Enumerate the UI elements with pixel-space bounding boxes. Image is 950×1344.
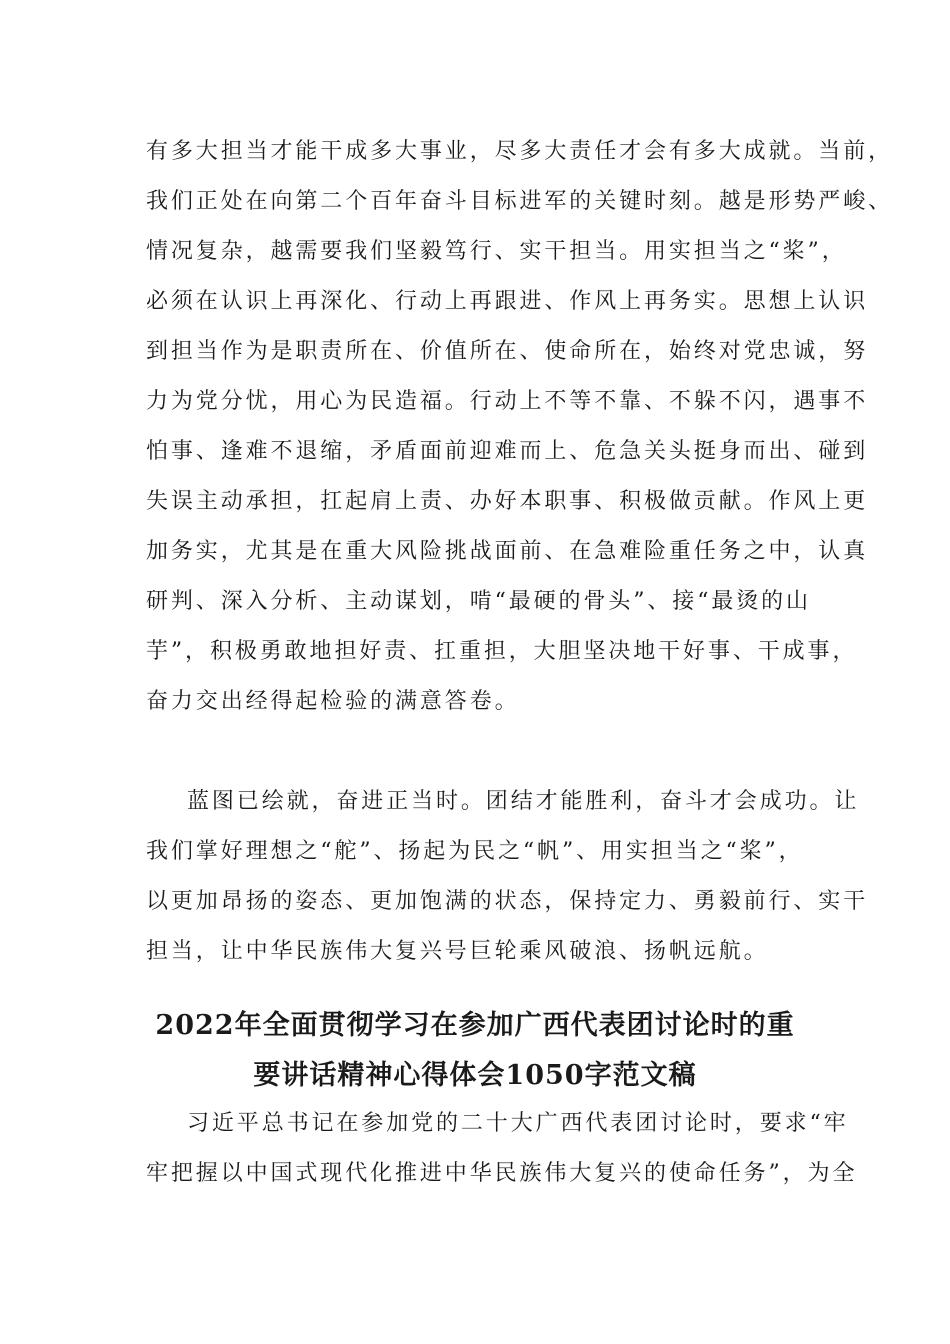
paragraph2-line: 我们掌好理想之“舵”、扬起为民之“帆”、用实担当之“桨”， — [146, 839, 804, 864]
paragraph2-line: 以更加昂扬的姿态、更加饱满的状态，保持定力、勇毅前行、实干 — [146, 889, 869, 914]
paragraph1-line: 失误主动承担，扛起肩上责、办好本职事、积极做贡献。作风上更 — [146, 489, 869, 514]
paragraph1-line: 我们正处在向第二个百年奋斗目标进军的关键时刻。越是形势严峻、 — [146, 189, 894, 214]
article-title-line: 2022年全面贯彻学习在参加广西代表团讨论时的重 — [155, 1010, 795, 1041]
paragraph2-line: 担当，让中华民族伟大复兴号巨轮乘风破浪、扬帆远航。 — [146, 939, 769, 964]
paragraph1-line: 情况复杂，越需要我们坚毅笃行、实干担当。用实担当之“桨”， — [146, 239, 847, 264]
paragraph3-line: 牢把握以中国式现代化推进中华民族伟大复兴的使命任务”，为全 — [146, 1161, 858, 1186]
paragraph1-line: 研判、深入分析、主动谋划，啃“最硬的骨头”、接“最烫的山 — [146, 589, 811, 614]
article-title-line: 要讲话精神心得体会1050字范文稿 — [253, 1060, 697, 1091]
paragraph1-line: 怕事、逢难不退缩，矛盾面前迎难而上、危急关头挺身而出、碰到 — [146, 439, 869, 464]
paragraph1-line: 到担当作为是职责所在、价值所在、使命所在，始终对党忠诚，努 — [146, 339, 869, 364]
paragraph2-line: 蓝图已绘就，奋进正当时。团结才能胜利，奋斗才会成功。让 — [187, 789, 860, 814]
paragraph1-line: 力为党分忧，用心为民造福。行动上不等不靠、不躲不闪，遇事不 — [146, 389, 869, 414]
paragraph1-line: 加务实，尤其是在重大风险挑战面前、在急难险重任务之中，认真 — [146, 539, 869, 564]
paragraph1-line: 奋力交出经得起检验的满意答卷。 — [146, 689, 520, 714]
paragraph3-line: 习近平总书记在参加党的二十大广西代表团讨论时，要求“牢 — [187, 1111, 849, 1136]
paragraph1-line: 芋”，积极勇敢地担好责、扛重担，大胆坚决地干好事、干成事， — [146, 639, 858, 664]
paragraph1-line: 有多大担当才能干成多大事业，尽多大责任才会有多大成就。当前， — [146, 139, 894, 164]
paragraph1-line: 必须在认识上再深化、行动上再跟进、作风上再务实。思想上认识 — [146, 289, 869, 314]
